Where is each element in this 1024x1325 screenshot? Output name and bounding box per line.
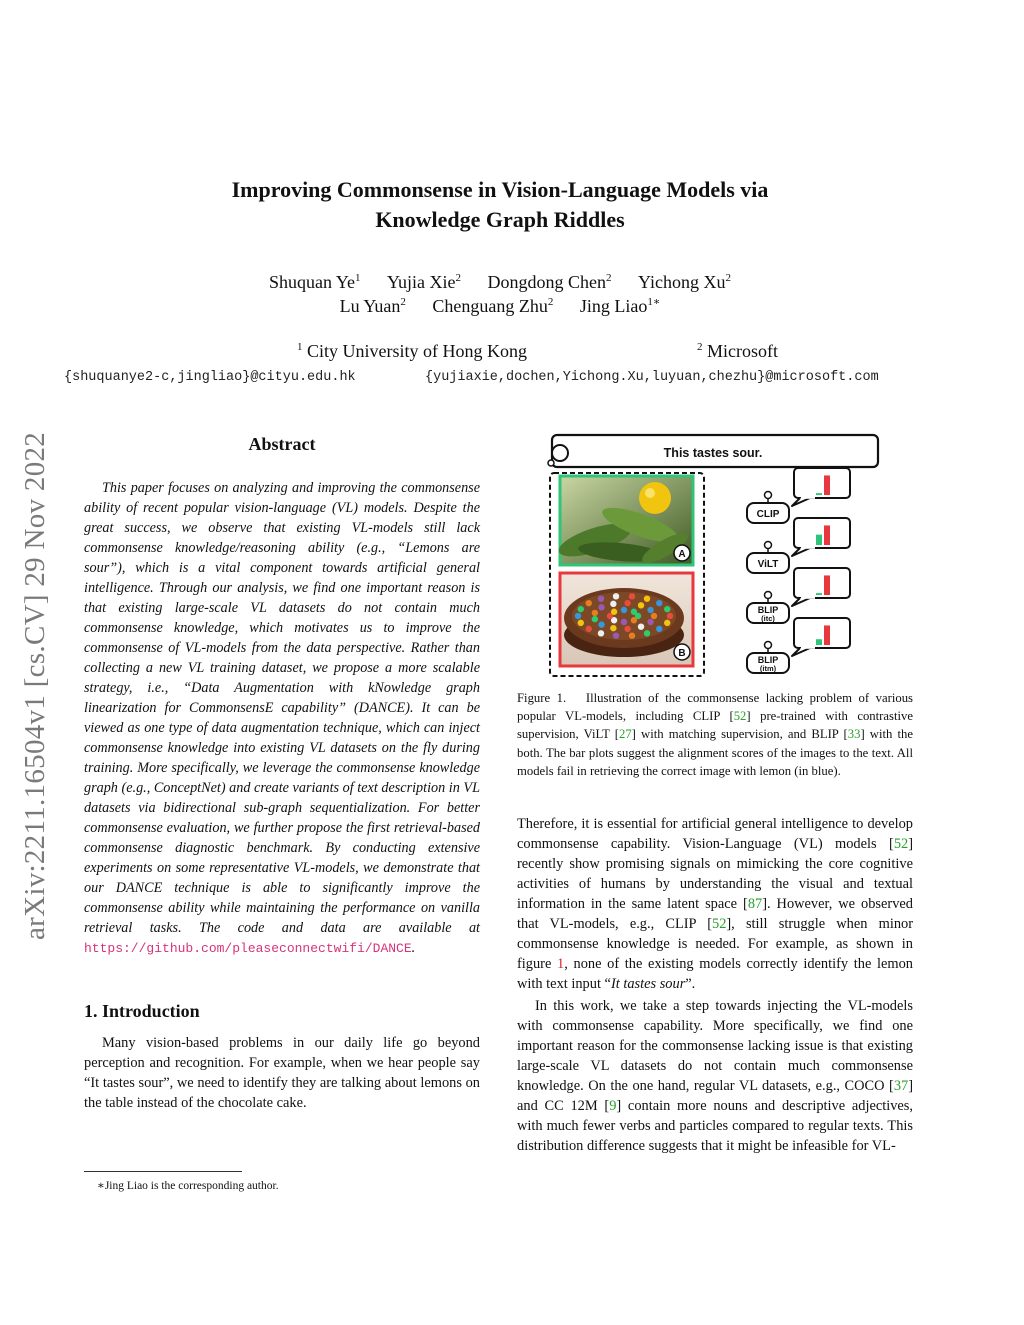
model-variant: (itc) (761, 614, 775, 623)
body-paragraph: Therefore, it is essential for artificial general intelligence to develop commonsense capability. Vision-Language (VL) models [52] recently show promising signals on mimicking the core cognitive activities of humans by understanding the visual and textual information in the same latent space [87]. However, we observed that VL-models, e.g., CLIP [52], still struggle when minor commonsense knowledge is needed. For example, as shown in figure 1, none of the existing models correctly identify the lemon with text input “It tastes sour”. (517, 816, 913, 992)
citation[interactable]: 27 (618, 727, 632, 742)
model-name: CLIP (756, 509, 780, 520)
image-label-a: A (678, 549, 686, 560)
citation[interactable]: 87 (747, 896, 763, 912)
author: Yichong Xu$^2$ (638, 272, 731, 292)
bar-lemon (816, 535, 822, 545)
figure-reference[interactable]: 1 (557, 956, 565, 972)
title-line-2: Knowledge Graph Riddles (375, 207, 625, 232)
code-link[interactable]: https://github.com/pleaseconnectwifi/DANCE (84, 941, 412, 956)
model-variant: (itm) (759, 664, 777, 673)
query-text: This tastes sour. (663, 446, 763, 460)
model-row (747, 468, 850, 523)
author-line-2 (150, 294, 850, 318)
paper-title (150, 175, 850, 235)
author: Chenguang Zhu$^2$ (432, 296, 554, 316)
email-2: {yujiaxie,dochen,Yichong.Xu,luyuan,chezhu}@microsoft.com (425, 370, 879, 385)
right-column (517, 814, 913, 1156)
bar-cake (824, 525, 830, 545)
author: Yujia Xie$^2$ (387, 272, 461, 292)
author: Jing Liao$^{1∗}$ (579, 296, 661, 316)
abstract-body: This paper focuses on analyzing and improving the commonsense ability of recent popular vision-language (VL) models. Despite the great success, we observe that existing VL-models still lack commonsense knowledge/reasoning ability (e.g., “Lemons are sour”), which is a vital component towards artificial general intelligence. Through our analysis, we find one important reason is that existing large-scale VL datasets do not contain much commonsense knowledge, which motivates us to improve the commonsense of VL-models from the data perspective. Rather than collecting a new VL training dataset, we propose a more scalable strategy, i.e., “Data Augmentation with kNowledge graph linearization for CommonsensE capability” (DANCE). It can be viewed as one type of data augmentation technique, which can inject commonsense knowledge into existing VL datasets on the fly during training. More specifically, we leverage the commonsense knowledge graph (e.g., ConceptNet) and create variants of text description in VL datasets via bidirectional sub-graph sequentialization. For better commonsense evaluation, we further propose the first retrieval-based commonsense diagnostic benchmark. By conducting extensive experiments on some representative VL-models, we demonstrate that our DANCE technique is able to significantly improve the commonsense ability while maintaining the performance on vanilla retrieval tasks. The code and data are available at https://github.com/pleaseconnectwifi/DANCE. (84, 480, 480, 956)
bar-lemon (816, 493, 822, 495)
image-a-lemon (555, 476, 693, 568)
figure-1 (540, 430, 885, 688)
affiliation-2: $^2$ Microsoft (697, 341, 778, 361)
author-list (150, 270, 850, 318)
figure-1-caption: Figure 1. Illustration of the commonsense lacking problem of various popular VL-models, including CLIP [52] pre-trained with contrastive supervision, ViLT [27] with matching supervision, and BLIP [33] with the both. The bar plots suggest the alignment scores of the images to the text. All models fail in retrieving the correct image with lemon (in blue). (517, 691, 913, 778)
email-1: {shuquanye2-c,jingliao}@cityu.edu.hk (64, 370, 356, 385)
intro-paragraph: Many vision-based problems in our daily life go beyond perception and recognition. For example, when we hear people say “It tastes sour”, we need to identify they are talking about lemons on the table instead of the chocolate cake. (84, 1035, 480, 1111)
author: Shuquan Ye$^1$ (268, 272, 361, 292)
citation[interactable]: 37 (893, 1078, 909, 1094)
citation[interactable]: 9 (609, 1098, 617, 1114)
title-line-1: Improving Commonsense in Vision-Language Models via (231, 177, 769, 202)
bar-lemon (816, 593, 822, 595)
author-line-1 (150, 270, 850, 294)
model-name: ViLT (757, 559, 779, 570)
affiliation-1: $^1$ City University of Hong Kong (297, 341, 527, 361)
citation[interactable]: 52 (712, 916, 727, 932)
model-name: BLIP (757, 655, 779, 665)
footnote-rule (84, 1171, 242, 1172)
citation[interactable]: 52 (893, 836, 909, 852)
model-row (747, 568, 850, 623)
speaker-icon (552, 445, 568, 461)
model-name: BLIP (757, 605, 779, 615)
abstract-heading: Abstract (248, 434, 316, 454)
author: Dongdong Chen$^2$ (487, 272, 612, 292)
image-label-b: B (678, 648, 686, 659)
bar-cake (824, 475, 830, 495)
arxiv-identifier: arXiv:2211.16504v1 [cs.CV] 29 Nov 2022 (19, 431, 51, 940)
author: Lu Yuan$^2$ (339, 296, 406, 316)
bar-cake (824, 625, 830, 645)
bar-cake (824, 575, 830, 595)
body-paragraph: In this work, we take a step towards injecting the VL-models with commonsense capability. More specifically, we find one important reason for the commonsense lacking issue is that existing large-scale VL datasets do not contain much commonsense knowledge. On the one hand, regular VL datasets, e.g., COCO [37] and CC 12M [9] contain more nouns and descriptive adjectives, with much fewer verbs and particles compared to regular texts. This distribution difference suggests that it might be infeasible for VL- (517, 998, 913, 1154)
bar-lemon (816, 639, 822, 645)
citation[interactable]: 33 (847, 727, 861, 742)
citation[interactable]: 52 (733, 709, 747, 724)
section-heading-introduction: 1. Introduction (84, 1001, 200, 1021)
model-row (747, 618, 850, 673)
image-b-chocolate-cake (560, 573, 693, 666)
left-column (84, 430, 480, 1113)
model-row (747, 518, 850, 573)
footnote: ∗Jing Liao is the corresponding author. (97, 1180, 279, 1192)
